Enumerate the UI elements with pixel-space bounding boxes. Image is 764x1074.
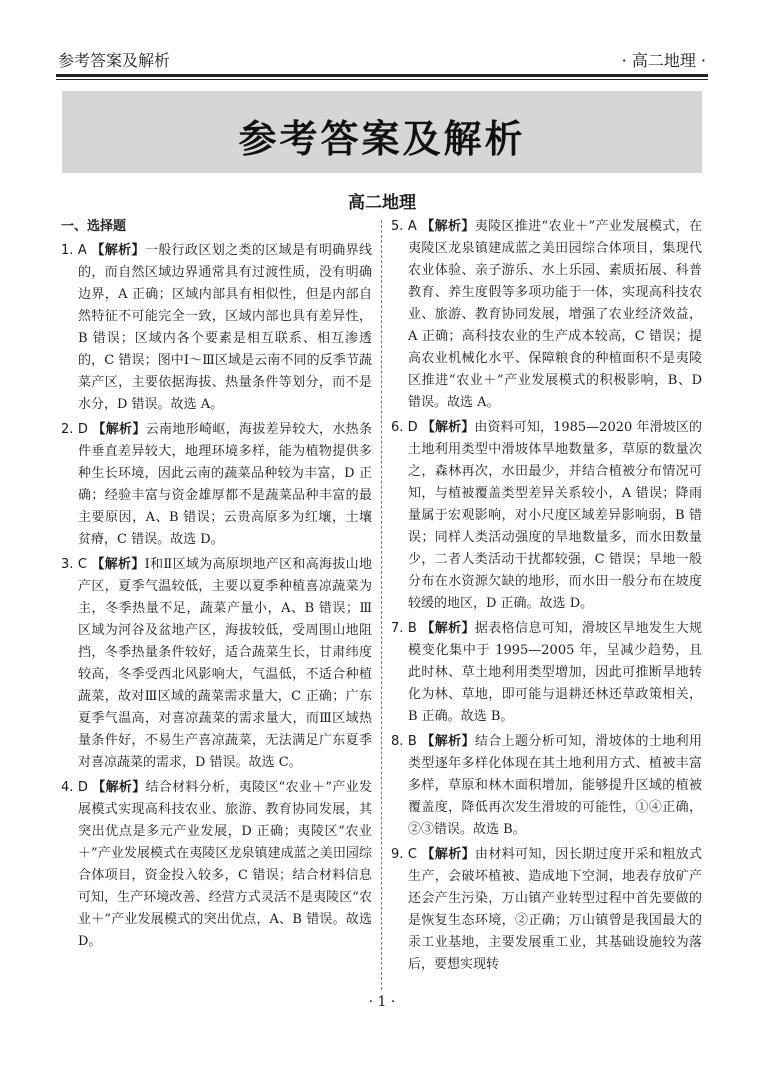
- answer-text: 由资料可知，1985—2020 年滑坡区的土地利用类型中滑坡体旱地数量多，草原的数量次之，森林再次，水田最少，并结合植被分布情况可知，与植被覆盖类型差异关系较小，A 错误；降雨量属于宏观影响，对小尺度区域差异影响弱，B 错误；同样人类活动强度的旱地数量多，而水田数量少，二者人类活动干扰都较强，C 错误；旱地一般分布在水资源欠缺的地形，而水田一般分布在坡度较缓的地区，D 正确。故选 D。: [408, 420, 702, 611]
- answer-number: 2. D: [61, 422, 88, 437]
- answer-number: 3. C: [61, 557, 87, 572]
- answer-text: 由材料可知，因长期过度开采和粗放式生产，会破坏植被、造成地下空洞，地表存放矿产还会产生污染，万山镇产业转型过程中首先要做的是恢复生态环境，②正确；万山镇曾是我国最大的汞工业基地，主要发展重工业，其基础设施较为落后，要想实现转: [408, 847, 702, 972]
- header-rule-thin: [56, 79, 708, 80]
- answer-number: 5. A: [391, 219, 417, 234]
- answer-item: [61, 240, 372, 416]
- analysis-tag: 【解析】: [92, 780, 146, 795]
- page-number: · 1 ·: [368, 994, 396, 1010]
- analysis-tag: 【解析】: [421, 621, 475, 636]
- header-right-subject: · 高二地理 ·: [621, 51, 706, 70]
- answer-number: 8. B: [391, 734, 417, 749]
- answer-item: [61, 777, 372, 953]
- right-column: [391, 216, 702, 979]
- answer-list-left: [61, 240, 372, 953]
- analysis-tag: 【解析】: [421, 219, 475, 234]
- answer-item: [391, 216, 702, 414]
- answer-text: 夷陵区推进“农业＋”产业发展模式，在夷陵区龙泉镇建成蓝之美田园综合体项目，集现代农业体验、亲子游乐、水上乐园、素质拓展、科普教育、养生度假等多项功能于一体，实现高科技农业、旅游、教育协同发展，增强了农业经济效益，A 正确；高科技农业的生产成本较高，C 错误；提高农业机械化水平、保障粮食的种植面积不是夷陵区推进“农业＋”产业发展模式的积极影响，B、D 错误。故选 A。: [408, 219, 703, 410]
- answer-number: 6. D: [391, 420, 418, 435]
- section-title: 一、选择题: [61, 219, 127, 234]
- answer-item: [61, 554, 372, 774]
- answer-number: 4. D: [61, 780, 88, 795]
- answer-number: 1. A: [61, 243, 87, 258]
- header-left-title: 参考答案及解析: [58, 51, 171, 70]
- answer-list-right: [391, 216, 702, 976]
- answer-item: [391, 844, 702, 976]
- subject-title: 高二地理: [348, 193, 416, 213]
- answer-number: 9. C: [391, 847, 417, 862]
- answer-item: [61, 419, 372, 551]
- answer-text: 结合材料分析，夷陵区“农业＋”产业发展模式实现高科技农业、旅游、教育协同发展，其突出优点是多元产业发展，D 正确；夷陵区“农业＋”产业发展模式在夷陵区龙泉镇建成蓝之美田园综合体项目，资金投入较多，C 错误；结合材料信息可知，生产环境改善、经营方式灵活不是夷陵区“农业＋”产业发展模式的突出优点，A、B 错误。故选 D。: [78, 780, 372, 949]
- title-banner: [62, 91, 702, 173]
- analysis-tag: 【解析】: [421, 847, 476, 862]
- banner-title: 参考答案及解析: [238, 117, 526, 161]
- column-divider: [381, 220, 382, 990]
- answer-item: [391, 731, 702, 841]
- analysis-tag: 【解析】: [91, 243, 145, 258]
- answer-text: 云南地形崎岖，海拔差异较大，水热条件垂直差异较大，地理环境多样，能为植物提供多种生长环境，因此云南的蔬菜品种较为丰富，D 正确；经验丰富与资金雄厚都不是蔬菜品种丰富的最主要原因，A、B 错误；云贵高原多为红壤，土壤贫瘠，C 错误。故选 D。: [78, 422, 372, 547]
- answer-text: 结合上题分析可知，滑坡体的土地利用类型逐年多样化体现在其土地利用方式、植被丰富多样，草原和林木面积增加，能够提升区域的植被覆盖度，降低再次发生滑坡的可能性，①④正确，②③错误。故选 B。: [408, 734, 702, 837]
- answer-number: 7. B: [391, 621, 417, 636]
- left-column: [61, 216, 372, 956]
- analysis-tag: 【解析】: [92, 422, 146, 437]
- analysis-tag: 【解析】: [91, 557, 145, 572]
- answer-text: Ⅰ和Ⅱ区域为高原坝地产区和高海拔山地产区，夏季气温较低，主要以夏季种植喜凉蔬菜为主，冬季热量不足，蔬菜产量小，A、B 错误；Ⅲ区域为河谷及盆地产区，海拔较低，受周围山地阻挡，冬季热量条件较好，适合蔬菜生长，甘肃纬度较高，冬季受西北风影响大，气温低，不适合种植蔬菜，故对Ⅲ区域的蔬菜需求量大，C 正确；广东夏季气温高，对喜凉蔬菜的需求量大，而Ⅲ区域热量条件好，不易生产喜凉蔬菜，无法满足广东夏季对喜凉蔬菜的需求，D 错误。故选 C。: [78, 557, 372, 770]
- analysis-tag: 【解析】: [421, 420, 475, 435]
- header-rule-thick: [56, 74, 708, 77]
- answer-text: 据表格信息可知，滑坡区旱地发生大规模变化集中于 1995—2005 年，呈减少趋势，且此时林、草土地利用类型增加，因此可推断旱地转化为林、草地，即可能与退耕还林还草政策相关，B 正确。故选 B。: [408, 621, 702, 724]
- answer-item: [391, 417, 702, 615]
- analysis-tag: 【解析】: [421, 734, 475, 749]
- answer-text: 一般行政区划之类的区域是有明确界线的，而自然区域边界通常具有过渡性质，没有明确边界，A 正确；区域内部具有相似性，但是内部自然特征不可能完全一致，区域内部也具有差异性，B 错误；区域内各个要素是相互联系、相互渗透的，C 错误；图中Ⅰ～Ⅲ区域是云南不同的反季节蔬菜产区，主要依据海拔、热量条件等划分，而不是水分，D 错误。故选 A。: [78, 243, 372, 412]
- answer-item: [391, 618, 702, 728]
